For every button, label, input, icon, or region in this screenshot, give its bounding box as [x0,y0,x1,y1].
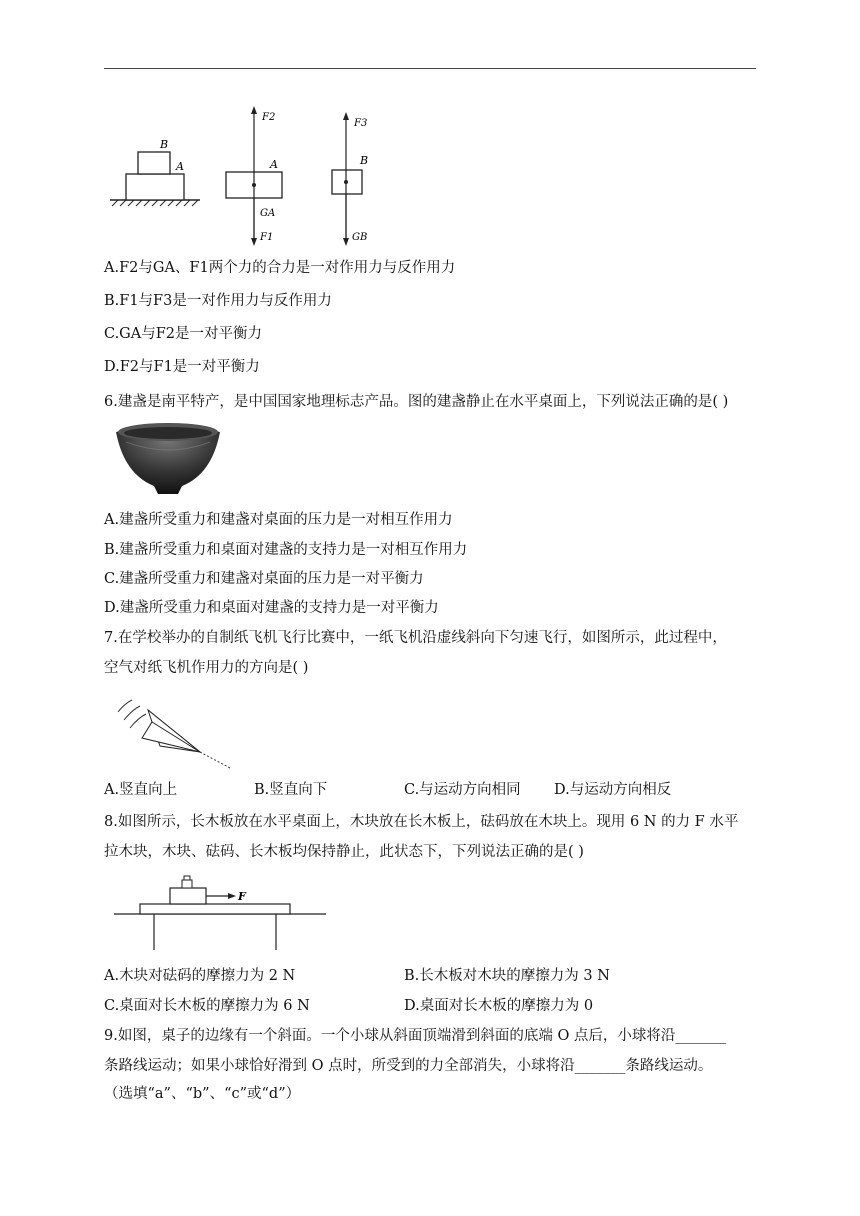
q5-option-d: D.F2与F1是一对平衡力 [104,359,260,375]
q8-option-b: B.长木板对木块的摩擦力为 3 N [404,968,610,984]
header-rule [104,68,756,69]
label-F2: F2 [262,112,276,123]
q7-stem-line2: 空气对纸飞机作用力的方向是( ) [104,660,309,676]
label-GB: GB [352,232,368,243]
q6-option-b: B.建盏所受重力和桌面对建盏的支持力是一对相互作用力 [104,542,468,558]
q8-option-a: A.木块对砝码的摩擦力为 2 N [104,968,296,984]
q9-line3: （选填“a”、“b”、“c”或“d”） [104,1086,301,1102]
q8-option-d: D.桌面对长木板的摩擦力为 0 [404,998,594,1014]
q5-option-c: C.GA与F2是一对平衡力 [104,326,263,342]
q6-option-d: D.建盏所受重力和桌面对建盏的支持力是一对平衡力 [104,600,439,616]
q8-stem-line2: 拉木块，木块、砝码、长木板均保持静止，此状态下，下列说法正确的是( ) [104,844,584,860]
q5-option-a: A.F2与GA、F1两个力的合力是一对作用力与反作用力 [104,260,456,276]
q6-stem: 6.建盏是南平特产，是中国国家地理标志产品。图的建盏静止在水平桌面上，下列说法正确的是( ) [104,394,729,410]
q9-line2: 条路线运动；如果小球恰好滑到 O 点时，所受到的力全部消失，小球将沿_______条路线运动。 [104,1058,713,1074]
q6-option-a: A.建盏所受重力和建盏对桌面的压力是一对相互作用力 [104,512,453,528]
q8-stem-line1: 8.如图所示，长木板放在水平桌面上，木块放在长木板上，砝码放在木块上。现用 6 N 的力 F 水平 [104,814,739,830]
label-F3: F3 [354,118,368,129]
label-A-2: A [270,158,278,171]
label-B-2: B [360,154,369,167]
q5-option-b: B.F1与F3是一对作用力与反作用力 [104,293,332,309]
q6-bowl-image [112,418,224,498]
label-GA: GA [260,208,276,219]
label-F1: F1 [260,232,274,243]
q5-force-diagram [104,100,404,250]
q7-stem-line1: 7.在学校举办的自制纸飞机飞行比赛中，一纸飞机沿虚线斜向下匀速飞行，如图所示，此过程中， [104,630,727,646]
q9-line1: 9.如图，桌子的边缘有一个斜面。一个小球从斜面顶端滑到斜面的底端 O 点后，小球将沿_______ [104,1028,727,1044]
label-B-1: B [160,138,169,151]
q7-paper-plane-image [114,690,234,770]
label-A-1: A [176,160,184,173]
q7-option-d: D.与运动方向相反 [554,782,672,798]
q7-option-c: C.与运动方向相同 [404,782,521,798]
q7-option-b: B.竖直向下 [254,782,328,798]
label-F: F [238,890,246,903]
q7-option-a: A.竖直向上 [104,782,178,798]
q6-option-c: C.建盏所受重力和建盏对桌面的压力是一对平衡力 [104,571,424,587]
q8-option-c: C.桌面对长木板的摩擦力为 6 N [104,998,310,1014]
q8-board-diagram [114,868,334,952]
